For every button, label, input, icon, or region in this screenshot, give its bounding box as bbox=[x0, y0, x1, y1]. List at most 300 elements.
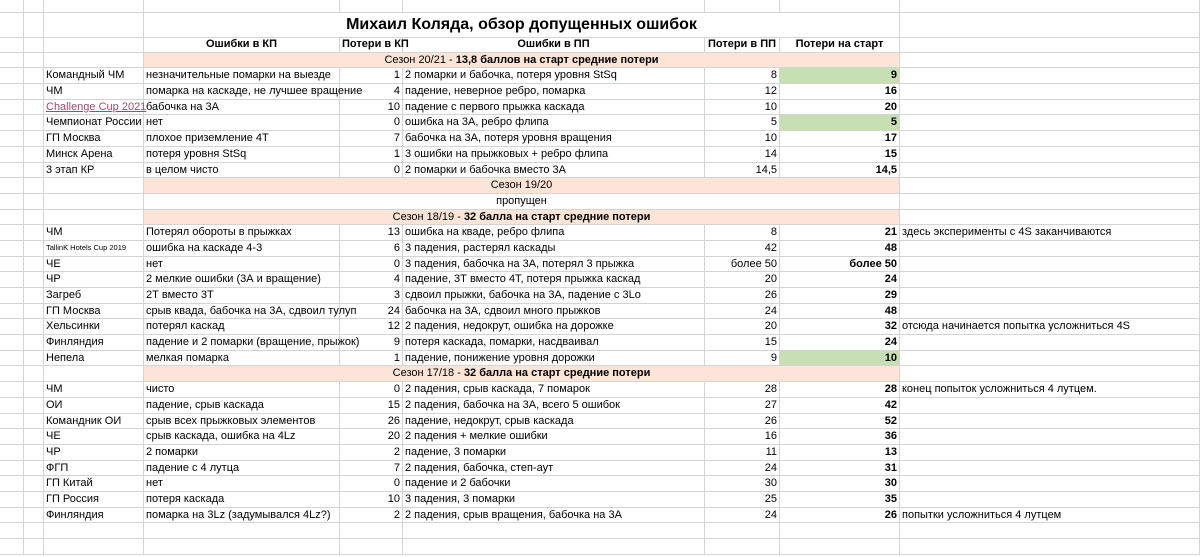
empty-cell[interactable] bbox=[0, 257, 24, 273]
event-name[interactable]: ЧМ bbox=[44, 84, 144, 100]
start-loss-cell[interactable]: 14,5 bbox=[780, 163, 900, 179]
pp-loss-cell[interactable]: 30 bbox=[705, 476, 780, 492]
empty-cell[interactable] bbox=[0, 68, 24, 84]
start-loss-cell[interactable]: 48 bbox=[780, 304, 900, 320]
pp-errors-cell[interactable]: падение, 3 помарки bbox=[403, 445, 705, 461]
start-loss-cell[interactable]: 36 bbox=[780, 429, 900, 445]
empty-cell[interactable] bbox=[24, 194, 44, 210]
table-row bbox=[0, 508, 1200, 524]
empty-cell[interactable] bbox=[0, 539, 24, 555]
start-loss-cell[interactable]: 9 bbox=[780, 68, 900, 84]
pp-errors-cell[interactable]: ошибка на 3А, ребро флипа bbox=[403, 115, 705, 131]
start-loss-cell[interactable]: 24 bbox=[780, 272, 900, 288]
kp-loss-cell[interactable]: 1 bbox=[340, 351, 403, 367]
empty-cell[interactable] bbox=[24, 241, 44, 257]
empty-cell[interactable] bbox=[900, 539, 1200, 555]
kp-loss-cell[interactable]: 2 bbox=[340, 508, 403, 524]
note-cell[interactable] bbox=[900, 131, 1200, 147]
pp-loss-cell[interactable]: 42 bbox=[705, 241, 780, 257]
pp-loss-cell[interactable]: более 50 bbox=[705, 257, 780, 273]
empty-cell[interactable] bbox=[0, 476, 24, 492]
empty-cell[interactable] bbox=[24, 178, 44, 194]
empty-cell[interactable] bbox=[24, 476, 44, 492]
table-row bbox=[0, 319, 1200, 335]
event-name[interactable]: ЧЕ bbox=[44, 429, 144, 445]
kp-loss-cell[interactable]: 0 bbox=[340, 163, 403, 179]
empty-cell[interactable] bbox=[705, 539, 780, 555]
empty-cell[interactable] bbox=[0, 366, 24, 382]
empty-cell[interactable] bbox=[0, 210, 24, 226]
empty-cell[interactable] bbox=[0, 319, 24, 335]
season-header bbox=[144, 53, 900, 69]
empty-cell[interactable] bbox=[24, 398, 44, 414]
table-row bbox=[0, 398, 1200, 414]
table-row bbox=[0, 335, 1200, 351]
empty-cell[interactable] bbox=[0, 461, 24, 477]
empty-cell[interactable] bbox=[24, 147, 44, 163]
start-loss-cell[interactable]: 10 bbox=[780, 351, 900, 367]
empty-cell[interactable] bbox=[0, 225, 24, 241]
empty-cell[interactable] bbox=[900, 37, 1200, 53]
event-name[interactable]: ЧЕ bbox=[44, 257, 144, 273]
empty-cell[interactable] bbox=[900, 194, 1200, 210]
kp-errors-cell[interactable]: 2Т вместо 3Т bbox=[144, 288, 340, 304]
note-cell[interactable] bbox=[900, 115, 1200, 131]
empty-cell[interactable] bbox=[24, 523, 44, 539]
kp-loss-cell[interactable]: 1 bbox=[340, 68, 403, 84]
season-label: Сезон 20/21 - bbox=[384, 53, 456, 66]
kp-loss-cell[interactable]: 4 bbox=[340, 272, 403, 288]
kp-errors-cell[interactable]: падение и 2 помарки (вращение, прыжок) bbox=[144, 335, 340, 351]
kp-loss-cell[interactable]: 3 bbox=[340, 288, 403, 304]
kp-loss-cell[interactable]: 10 bbox=[340, 100, 403, 116]
note-cell[interactable] bbox=[900, 100, 1200, 116]
kp-errors-cell[interactable]: 2 помарки bbox=[144, 445, 340, 461]
pp-errors-cell[interactable]: ошибка на кваде, ребро флипа bbox=[403, 225, 705, 241]
pp-loss-cell[interactable]: 24 bbox=[705, 461, 780, 477]
kp-errors-cell[interactable]: падение, срыв каскада bbox=[144, 398, 340, 414]
pp-loss-cell[interactable]: 8 bbox=[705, 68, 780, 84]
empty-cell[interactable] bbox=[900, 178, 1200, 194]
pp-errors-cell[interactable]: падение с первого прыжка каскада bbox=[403, 100, 705, 116]
empty-cell[interactable] bbox=[900, 13, 1200, 38]
kp-loss-cell[interactable]: 26 bbox=[340, 414, 403, 430]
empty-cell[interactable] bbox=[0, 13, 24, 38]
start-loss-cell[interactable]: 32 bbox=[780, 319, 900, 335]
empty-cell[interactable] bbox=[900, 0, 1200, 13]
empty-cell[interactable] bbox=[340, 523, 403, 539]
note-cell[interactable] bbox=[900, 476, 1200, 492]
note-cell[interactable] bbox=[900, 288, 1200, 304]
empty-cell[interactable] bbox=[24, 366, 44, 382]
event-name[interactable]: Непела bbox=[44, 351, 144, 367]
empty-cell[interactable] bbox=[44, 178, 144, 194]
kp-errors-cell[interactable]: плохое приземление 4Т bbox=[144, 131, 340, 147]
start-loss-cell[interactable]: более 50 bbox=[780, 257, 900, 273]
pp-errors-cell[interactable]: сдвоил прыжки, бабочка на 3А, падение с 3Lo bbox=[403, 288, 705, 304]
note-cell[interactable] bbox=[900, 492, 1200, 508]
start-loss-cell[interactable]: 16 bbox=[780, 84, 900, 100]
empty-cell[interactable] bbox=[0, 178, 24, 194]
kp-loss-cell[interactable]: 9 bbox=[340, 335, 403, 351]
empty-cell[interactable] bbox=[24, 304, 44, 320]
empty-cell[interactable] bbox=[24, 131, 44, 147]
empty-cell[interactable] bbox=[44, 210, 144, 226]
pp-errors-cell[interactable]: 2 помарки и бабочка, потеря уровня StSq bbox=[403, 68, 705, 84]
kp-loss-cell[interactable]: 15 bbox=[340, 398, 403, 414]
kp-loss-cell[interactable]: 20 bbox=[340, 429, 403, 445]
event-name[interactable]: ЧР bbox=[44, 445, 144, 461]
kp-loss-cell[interactable]: 24 bbox=[340, 304, 403, 320]
empty-cell[interactable] bbox=[24, 37, 44, 53]
note-cell[interactable] bbox=[900, 241, 1200, 257]
pp-loss-cell[interactable]: 20 bbox=[705, 272, 780, 288]
pp-loss-cell[interactable]: 11 bbox=[705, 445, 780, 461]
empty-cell[interactable] bbox=[0, 147, 24, 163]
event-name[interactable]: TallinK Hotels Cup 2019 bbox=[44, 241, 144, 257]
pp-errors-cell[interactable]: 2 падения, срыв каскада, 7 помарок bbox=[403, 382, 705, 398]
kp-loss-cell[interactable]: 0 bbox=[340, 115, 403, 131]
empty-cell[interactable] bbox=[24, 508, 44, 524]
pp-errors-cell[interactable]: 2 падения, бабочка, степ-аут bbox=[403, 461, 705, 477]
event-name[interactable]: ГП Москва bbox=[44, 131, 144, 147]
pp-loss-cell[interactable]: 12 bbox=[705, 84, 780, 100]
title-row bbox=[0, 13, 1200, 37]
season-skipped-label: пропущен bbox=[144, 194, 900, 210]
kp-errors-cell[interactable]: потеря каскада bbox=[144, 492, 340, 508]
kp-loss-cell[interactable]: 2 bbox=[340, 445, 403, 461]
start-loss-cell[interactable]: 28 bbox=[780, 382, 900, 398]
empty-cell[interactable] bbox=[403, 523, 705, 539]
empty-cell[interactable] bbox=[0, 272, 24, 288]
pp-errors-cell[interactable]: 2 падения, недокрут, ошибка на дорожке bbox=[403, 319, 705, 335]
event-name[interactable]: Финляндия bbox=[44, 508, 144, 524]
empty-cell[interactable] bbox=[0, 84, 24, 100]
pp-loss-cell[interactable]: 20 bbox=[705, 319, 780, 335]
start-loss-cell[interactable]: 20 bbox=[780, 100, 900, 116]
event-name[interactable]: 3 этап КР bbox=[44, 163, 144, 179]
pp-loss-cell[interactable]: 10 bbox=[705, 100, 780, 116]
empty-cell[interactable] bbox=[0, 414, 24, 430]
event-name[interactable]: Хельсинки bbox=[44, 319, 144, 335]
kp-errors-cell[interactable]: 2 мелкие ошибки (3А и вращение) bbox=[144, 272, 340, 288]
event-name[interactable]: ЧМ bbox=[44, 225, 144, 241]
empty-cell[interactable] bbox=[0, 100, 24, 116]
empty-cell[interactable] bbox=[705, 523, 780, 539]
event-name[interactable]: ЧМ bbox=[44, 382, 144, 398]
season-label: Сезон 19/20 bbox=[490, 179, 553, 192]
kp-loss-cell[interactable]: 13 bbox=[340, 225, 403, 241]
pp-errors-cell[interactable]: падение, 3Т вместо 4Т, потеря прыжка каскад bbox=[403, 272, 705, 288]
pp-errors-cell[interactable]: 3 падения, растерял каскады bbox=[403, 241, 705, 257]
note-cell[interactable] bbox=[900, 147, 1200, 163]
note-cell[interactable] bbox=[900, 398, 1200, 414]
empty-cell[interactable] bbox=[0, 351, 24, 367]
kp-errors-cell[interactable]: в целом чисто bbox=[144, 163, 340, 179]
empty-cell[interactable] bbox=[340, 539, 403, 555]
kp-errors-cell[interactable]: потерял каскад bbox=[144, 319, 340, 335]
pp-loss-cell[interactable]: 28 bbox=[705, 382, 780, 398]
pp-errors-cell[interactable]: 3 ошибки на прыжковых + ребро флипа bbox=[403, 147, 705, 163]
start-loss-cell[interactable]: 42 bbox=[780, 398, 900, 414]
event-name[interactable]: ЧР bbox=[44, 272, 144, 288]
start-loss-cell[interactable]: 21 bbox=[780, 225, 900, 241]
empty-cell[interactable] bbox=[24, 84, 44, 100]
pp-loss-cell[interactable]: 14,5 bbox=[705, 163, 780, 179]
kp-errors-cell[interactable]: срыв всех прыжковых элементов bbox=[144, 414, 340, 430]
empty-cell[interactable] bbox=[24, 445, 44, 461]
empty-cell[interactable] bbox=[705, 0, 780, 13]
kp-loss-cell[interactable]: 6 bbox=[340, 241, 403, 257]
empty-cell[interactable] bbox=[44, 539, 144, 555]
kp-errors-cell[interactable]: падение с 4 лутца bbox=[144, 461, 340, 477]
pp-errors-cell[interactable]: 2 падения + мелкие ошибки bbox=[403, 429, 705, 445]
kp-errors-cell[interactable]: срыв каскада, ошибка на 4Lz bbox=[144, 429, 340, 445]
empty-cell[interactable] bbox=[24, 429, 44, 445]
empty-cell[interactable] bbox=[144, 523, 340, 539]
start-loss-cell[interactable]: 24 bbox=[780, 335, 900, 351]
empty-cell[interactable] bbox=[900, 210, 1200, 226]
pp-loss-cell[interactable]: 25 bbox=[705, 492, 780, 508]
kp-errors-cell[interactable]: чисто bbox=[144, 382, 340, 398]
note-cell[interactable] bbox=[900, 351, 1200, 367]
kp-errors-cell[interactable]: помарка на каскаде, не лучшее вращение bbox=[144, 84, 340, 100]
empty-cell[interactable] bbox=[24, 319, 44, 335]
empty-cell[interactable] bbox=[144, 539, 340, 555]
start-loss-cell[interactable]: 30 bbox=[780, 476, 900, 492]
event-name[interactable]: Загреб bbox=[44, 288, 144, 304]
empty-cell[interactable] bbox=[24, 539, 44, 555]
note-cell[interactable] bbox=[900, 84, 1200, 100]
empty-cell[interactable] bbox=[900, 366, 1200, 382]
event-name[interactable]: ФГП bbox=[44, 461, 144, 477]
table-row bbox=[0, 382, 1200, 398]
pp-errors-cell[interactable]: падение, недокрут, срыв каскада bbox=[403, 414, 705, 430]
kp-loss-cell[interactable]: 4 bbox=[340, 84, 403, 100]
empty-cell[interactable] bbox=[0, 429, 24, 445]
event-name[interactable]: Минск Арена bbox=[44, 147, 144, 163]
note-cell[interactable] bbox=[900, 257, 1200, 273]
kp-loss-cell[interactable]: 0 bbox=[340, 257, 403, 273]
empty-cell[interactable] bbox=[0, 398, 24, 414]
season-row bbox=[0, 210, 1200, 226]
note-cell[interactable] bbox=[900, 163, 1200, 179]
empty-cell[interactable] bbox=[24, 492, 44, 508]
empty-cell[interactable] bbox=[900, 53, 1200, 69]
empty-cell[interactable] bbox=[0, 304, 24, 320]
empty-cell[interactable] bbox=[24, 272, 44, 288]
pp-loss-cell[interactable]: 15 bbox=[705, 335, 780, 351]
empty-cell[interactable] bbox=[44, 0, 144, 13]
note-cell[interactable] bbox=[900, 414, 1200, 430]
event-name[interactable]: Чемпионат России bbox=[44, 115, 144, 131]
kp-errors-cell[interactable]: ошибка на каскаде 4-3 bbox=[144, 241, 340, 257]
season-label: Сезон 18/19 - bbox=[392, 210, 464, 223]
kp-errors-cell[interactable]: потеря уровня StSq bbox=[144, 147, 340, 163]
pp-errors-cell[interactable]: бабочка на 3А, сдвоил много прыжков bbox=[403, 304, 705, 320]
event-name[interactable]: Финляндия bbox=[44, 335, 144, 351]
pp-errors-cell[interactable]: потеря каскада, помарки, насдваивал bbox=[403, 335, 705, 351]
empty-cell[interactable] bbox=[0, 131, 24, 147]
empty-cell[interactable] bbox=[0, 335, 24, 351]
pp-errors-cell[interactable]: 2 помарки и бабочка вместо 3А bbox=[403, 163, 705, 179]
empty-cell[interactable] bbox=[780, 523, 900, 539]
empty-cell[interactable] bbox=[24, 53, 44, 69]
pp-errors-cell[interactable]: 3 падения, 3 помарки bbox=[403, 492, 705, 508]
pp-errors-cell[interactable]: 2 падения, бабочка на 3А, всего 5 ошибок bbox=[403, 398, 705, 414]
note-cell[interactable] bbox=[900, 335, 1200, 351]
start-loss-cell[interactable]: 29 bbox=[780, 288, 900, 304]
empty-cell[interactable] bbox=[0, 53, 24, 69]
empty-cell[interactable] bbox=[24, 225, 44, 241]
kp-errors-cell[interactable]: помарка на 3Lz (задумывался 4Lz?) bbox=[144, 508, 340, 524]
pp-loss-cell[interactable]: 10 bbox=[705, 131, 780, 147]
empty-cell[interactable] bbox=[44, 366, 144, 382]
empty-cell[interactable] bbox=[403, 0, 705, 13]
empty-cell[interactable] bbox=[24, 461, 44, 477]
start-loss-cell[interactable]: 26 bbox=[780, 508, 900, 524]
start-loss-cell[interactable]: 15 bbox=[780, 147, 900, 163]
empty-cell[interactable] bbox=[44, 13, 144, 38]
empty-cell[interactable] bbox=[24, 257, 44, 273]
note-cell[interactable] bbox=[900, 304, 1200, 320]
pp-loss-cell[interactable]: 24 bbox=[705, 304, 780, 320]
empty-cell[interactable] bbox=[0, 241, 24, 257]
event-name[interactable]: ГП Москва bbox=[44, 304, 144, 320]
kp-loss-cell[interactable]: 0 bbox=[340, 382, 403, 398]
empty-cell[interactable] bbox=[24, 335, 44, 351]
kp-loss-cell[interactable]: 7 bbox=[340, 461, 403, 477]
kp-loss-cell[interactable]: 1 bbox=[340, 147, 403, 163]
event-name[interactable]: Командник ОИ bbox=[44, 414, 144, 430]
start-loss-cell[interactable]: 13 bbox=[780, 445, 900, 461]
note-cell[interactable] bbox=[900, 445, 1200, 461]
kp-loss-cell[interactable]: 10 bbox=[340, 492, 403, 508]
empty-cell[interactable] bbox=[44, 194, 144, 210]
pp-loss-cell[interactable]: 26 bbox=[705, 288, 780, 304]
note-cell[interactable]: отсюда начинается попытка усложниться 4S bbox=[900, 319, 1200, 335]
start-loss-cell[interactable]: 48 bbox=[780, 241, 900, 257]
pp-loss-cell[interactable]: 16 bbox=[705, 429, 780, 445]
kp-errors-cell[interactable]: срыв квада, бабочка на 3А, сдвоил тулуп bbox=[144, 304, 340, 320]
empty-cell[interactable] bbox=[24, 163, 44, 179]
kp-loss-cell[interactable]: 7 bbox=[340, 131, 403, 147]
pp-errors-cell[interactable]: 2 падения, срыв вращения, бабочка на 3А bbox=[403, 508, 705, 524]
header-kp-errors: Ошибки в КП bbox=[144, 37, 340, 53]
empty-cell[interactable] bbox=[24, 100, 44, 116]
empty-cell[interactable] bbox=[144, 0, 340, 13]
kp-errors-cell[interactable]: мелкая помарка bbox=[144, 351, 340, 367]
pp-loss-cell[interactable]: 26 bbox=[705, 414, 780, 430]
empty-cell[interactable] bbox=[24, 210, 44, 226]
empty-cell[interactable] bbox=[0, 37, 24, 53]
pp-loss-cell[interactable]: 9 bbox=[705, 351, 780, 367]
empty-cell[interactable] bbox=[780, 0, 900, 13]
kp-errors-cell[interactable]: Потерял обороты в прыжках bbox=[144, 225, 340, 241]
note-cell[interactable]: здесь эксперименты с 4S заканчиваются bbox=[900, 225, 1200, 241]
pp-errors-cell[interactable]: падение и 2 бабочки bbox=[403, 476, 705, 492]
event-name[interactable]: ГП Россия bbox=[44, 492, 144, 508]
empty-cell[interactable] bbox=[0, 492, 24, 508]
empty-cell[interactable] bbox=[24, 115, 44, 131]
empty-cell[interactable] bbox=[0, 288, 24, 304]
empty-cell[interactable] bbox=[900, 523, 1200, 539]
empty-cell[interactable] bbox=[0, 163, 24, 179]
empty-cell[interactable] bbox=[340, 0, 403, 13]
empty-cell[interactable] bbox=[24, 288, 44, 304]
note-cell[interactable] bbox=[900, 461, 1200, 477]
empty-cell[interactable] bbox=[24, 382, 44, 398]
note-cell[interactable] bbox=[900, 429, 1200, 445]
event-link[interactable]: Challenge Cup 2021 bbox=[44, 100, 144, 116]
start-loss-cell[interactable]: 17 bbox=[780, 131, 900, 147]
empty-cell[interactable] bbox=[0, 115, 24, 131]
empty-cell[interactable] bbox=[44, 523, 144, 539]
note-cell[interactable] bbox=[900, 272, 1200, 288]
season-header bbox=[144, 178, 900, 194]
empty-cell[interactable] bbox=[24, 351, 44, 367]
start-loss-cell[interactable]: 52 bbox=[780, 414, 900, 430]
empty-cell[interactable] bbox=[24, 0, 44, 13]
pp-loss-cell[interactable]: 5 bbox=[705, 115, 780, 131]
header-pp-loss: Потери в ПП bbox=[705, 37, 780, 53]
empty-cell[interactable] bbox=[24, 68, 44, 84]
start-loss-cell[interactable]: 35 bbox=[780, 492, 900, 508]
kp-errors-cell[interactable]: незначительные помарки на выезде bbox=[144, 68, 340, 84]
empty-cell[interactable] bbox=[44, 53, 144, 69]
pp-errors-cell[interactable]: падение, неверное ребро, помарка bbox=[403, 84, 705, 100]
kp-loss-cell[interactable]: 12 bbox=[340, 319, 403, 335]
start-loss-cell[interactable]: 31 bbox=[780, 461, 900, 477]
kp-errors-cell[interactable]: нет bbox=[144, 257, 340, 273]
pp-loss-cell[interactable]: 14 bbox=[705, 147, 780, 163]
pp-loss-cell[interactable]: 27 bbox=[705, 398, 780, 414]
start-loss-cell[interactable]: 5 bbox=[780, 115, 900, 131]
pp-loss-cell[interactable]: 24 bbox=[705, 508, 780, 524]
empty-cell[interactable] bbox=[44, 37, 144, 53]
note-cell[interactable] bbox=[900, 68, 1200, 84]
pp-errors-cell[interactable]: бабочка на 3А, потеря уровня вращения bbox=[403, 131, 705, 147]
event-name[interactable]: ГП Китай bbox=[44, 476, 144, 492]
empty-cell[interactable] bbox=[24, 414, 44, 430]
table-row bbox=[0, 241, 1200, 257]
kp-errors-cell[interactable]: бабочка на 3А bbox=[144, 100, 340, 116]
empty-cell[interactable] bbox=[0, 445, 24, 461]
empty-cell[interactable] bbox=[0, 508, 24, 524]
empty-cell[interactable] bbox=[780, 539, 900, 555]
empty-cell[interactable] bbox=[24, 13, 44, 38]
kp-loss-cell[interactable]: 0 bbox=[340, 476, 403, 492]
event-name[interactable]: Командный ЧМ bbox=[44, 68, 144, 84]
kp-errors-cell[interactable]: нет bbox=[144, 115, 340, 131]
header-pp-errors: Ошибки в ПП bbox=[403, 37, 705, 53]
empty-cell[interactable] bbox=[0, 194, 24, 210]
header-row bbox=[0, 37, 1200, 53]
empty-cell[interactable] bbox=[0, 523, 24, 539]
event-name[interactable]: ОИ bbox=[44, 398, 144, 414]
empty-cell[interactable] bbox=[0, 382, 24, 398]
note-cell[interactable]: попытки усложниться 4 лутцем bbox=[900, 508, 1200, 524]
empty-cell[interactable] bbox=[0, 0, 24, 13]
season-row bbox=[0, 53, 1200, 69]
pp-errors-cell[interactable]: падение, понижение уровня дорожки bbox=[403, 351, 705, 367]
pp-errors-cell[interactable]: 3 падения, бабочка на 3А, потерял 3 прыжка bbox=[403, 257, 705, 273]
empty-cell[interactable] bbox=[403, 539, 705, 555]
note-cell[interactable]: конец попыток усложниться 4 лутцем. bbox=[900, 382, 1200, 398]
kp-errors-cell[interactable]: нет bbox=[144, 476, 340, 492]
header-kp-loss: Потери в КП bbox=[340, 37, 403, 53]
pp-loss-cell[interactable]: 8 bbox=[705, 225, 780, 241]
